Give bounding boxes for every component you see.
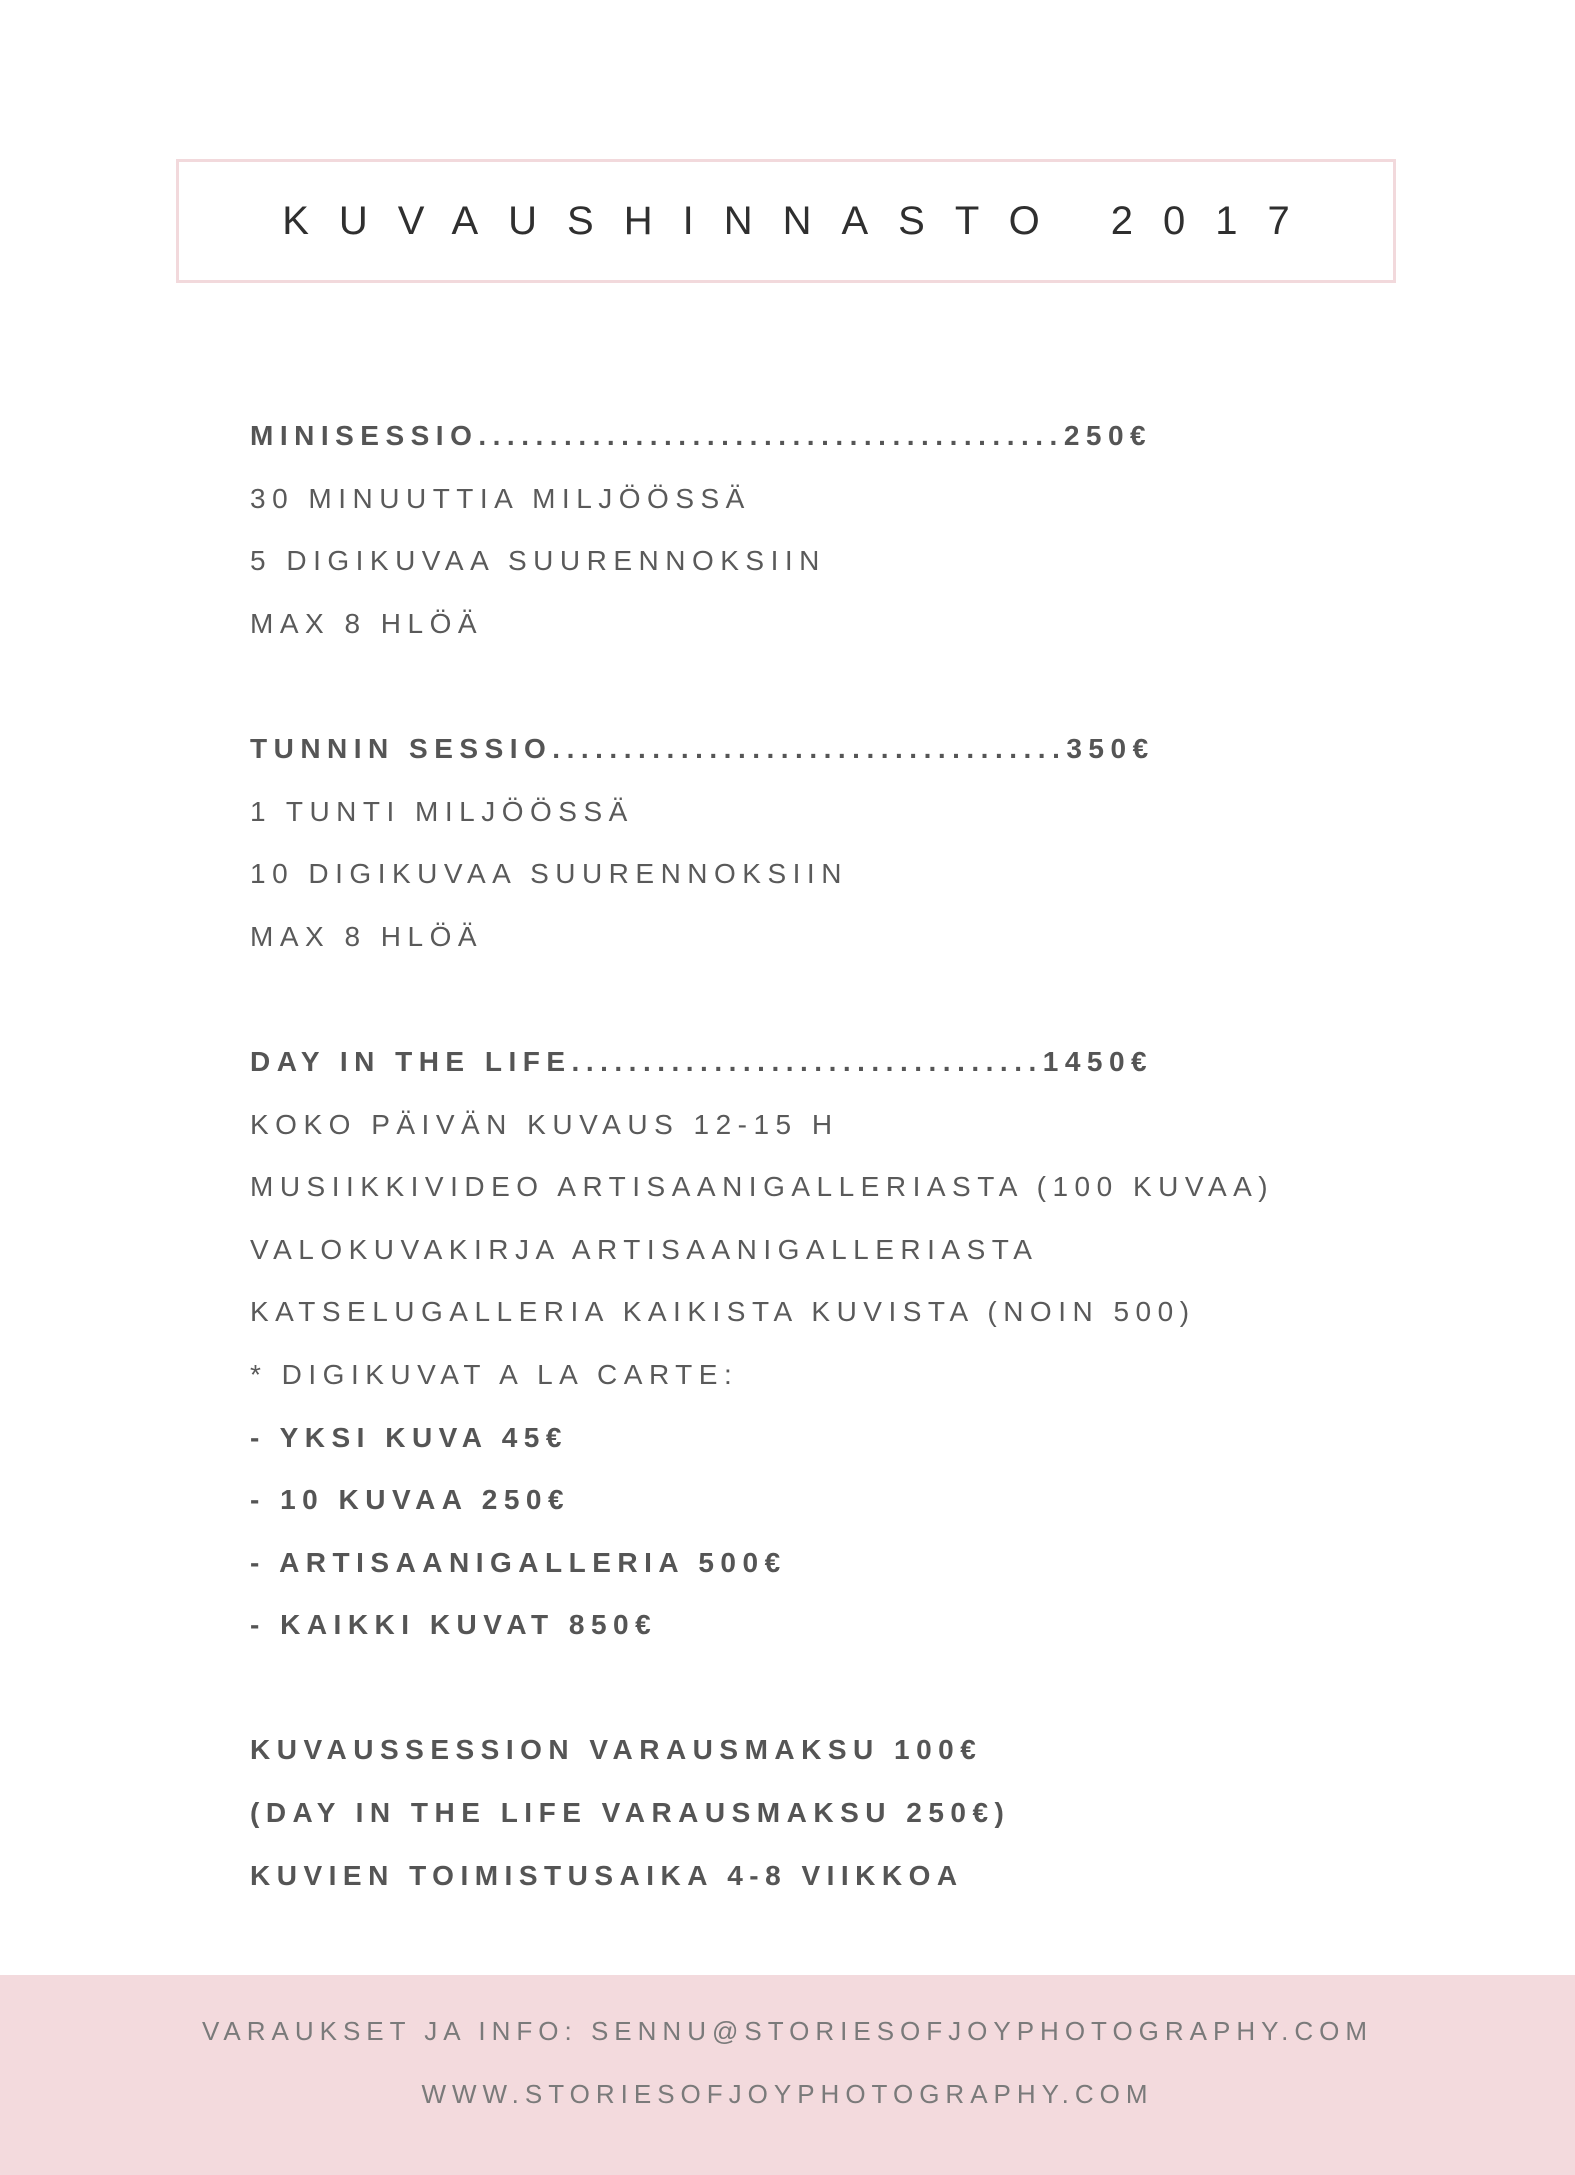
detail-line: MUSIIKKIVIDEO ARTISAANIGALLERIASTA (100 KUVAA) <box>250 1171 1275 1203</box>
footer-contact: VARAUKSET JA INFO: SENNU@STORIESOFJOYPHOTOGRAPHY.COM <box>201 2016 1374 2046</box>
detail-line: 10 DIGIKUVAA SUURENNOKSIIN <box>250 858 848 890</box>
option-line: - KAIKKI KUVAT 850€ <box>250 1609 658 1641</box>
section-heading-tunnin-sessio: TUNNIN SESSIO....................................350€ <box>250 732 1155 764</box>
spacer <box>250 1657 1490 1720</box>
section-tunnin-sessio <box>250 718 1490 968</box>
detail-line: * DIGIKUVAT A LA CARTE: <box>250 1358 739 1390</box>
terms-section <box>250 1719 1490 1907</box>
page-title: KUVAUSHINNASTO 2017 <box>282 198 1320 243</box>
title-box <box>176 159 1396 283</box>
footer <box>0 1975 1575 2175</box>
detail-line: KOKO PÄIVÄN KUVAUS 12-15 H <box>250 1108 839 1140</box>
detail-line: 5 DIGIKUVAA SUURENNOKSIIN <box>250 545 826 577</box>
detail-line: MAX 8 HLÖÄ <box>250 607 484 639</box>
detail-line: 1 TUNTI MILJÖÖSSÄ <box>250 795 634 827</box>
section-day-in-the-life <box>250 1031 1490 1657</box>
section-heading-minisessio: MINISESSIO.........................................250€ <box>250 420 1153 451</box>
option-line: - ARTISAANIGALLERIA 500€ <box>250 1546 787 1578</box>
spacer <box>250 655 1490 718</box>
spacer <box>250 968 1490 1031</box>
option-line: - 10 KUVAA 250€ <box>250 1484 571 1516</box>
option-line: - YKSI KUVA 45€ <box>250 1421 568 1453</box>
detail-line: MAX 8 HLÖÄ <box>250 920 484 952</box>
detail-line: 30 MINUUTTIA MILJÖÖSSÄ <box>250 482 751 514</box>
detail-line: VALOKUVAKIRJA ARTISAANIGALLERIASTA <box>250 1233 1039 1265</box>
terms-line: KUVAUSSESSION VARAUSMAKSU 100€ <box>250 1734 983 1766</box>
terms-line: KUVIEN TOIMISTUSAIKA 4-8 VIIKKOA <box>250 1859 964 1891</box>
terms-line: (DAY IN THE LIFE VARAUSMAKSU 250€) <box>250 1797 1011 1829</box>
section-heading-day-in-the-life: DAY IN THE LIFE.................................1450€ <box>250 1045 1154 1077</box>
detail-line: KATSELUGALLERIA KAIKISTA KUVISTA (NOIN 500) <box>250 1296 1196 1328</box>
section-minisessio <box>250 405 1490 655</box>
footer-website: WWW.STORIESOFJOYPHOTOGRAPHY.COM <box>421 2079 1154 2109</box>
price-list <box>250 405 1490 1907</box>
